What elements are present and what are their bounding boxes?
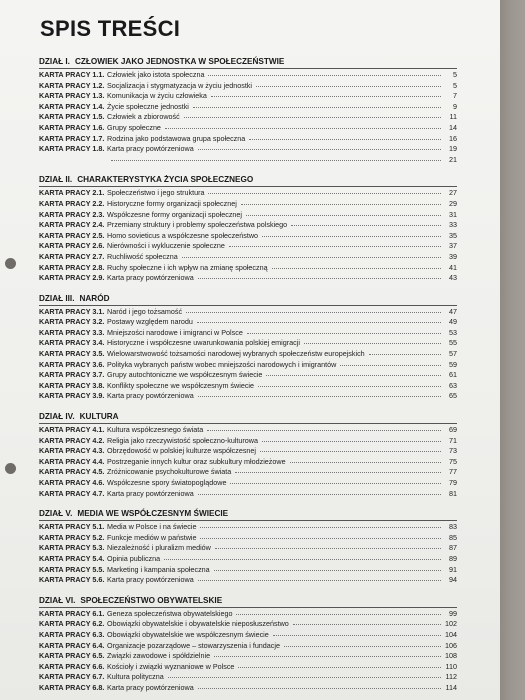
page-number: 65 xyxy=(449,391,457,401)
dot-leader xyxy=(369,348,441,355)
worksheet-title: Polityka wybranych państw wobec mniejszości narodowych i imigrantów xyxy=(107,359,337,369)
toc-section xyxy=(39,56,457,165)
worksheet-number: KARTA PRACY 6.6. xyxy=(39,661,105,671)
dot-leader xyxy=(290,456,441,463)
page-number: 110 xyxy=(445,661,457,671)
worksheet-number: KARTA PRACY 5.5. xyxy=(39,564,105,574)
toc-section xyxy=(39,174,457,283)
worksheet-number: KARTA PRACY 4.7. xyxy=(39,488,105,498)
worksheet-number: KARTA PRACY 1.1. xyxy=(39,70,105,79)
page-number: 61 xyxy=(449,370,457,380)
page-number: 94 xyxy=(449,575,457,585)
worksheet-title: Kultura współczesnego świata xyxy=(107,425,204,435)
worksheet-title: Konflikty społeczne we współczesnym świecie xyxy=(107,380,255,390)
dot-leader xyxy=(198,143,441,150)
worksheet-number: KARTA PRACY 2.1. xyxy=(39,188,105,198)
dot-leader xyxy=(215,542,441,549)
dot-leader xyxy=(247,327,441,334)
worksheet-title: Karta pracy powtórzeniowa xyxy=(107,391,194,401)
worksheet-number: KARTA PRACY 3.9. xyxy=(39,391,105,401)
worksheet-title: Człowiek jako istota społeczna xyxy=(107,70,205,79)
page-number: 41 xyxy=(449,262,457,272)
worksheet-title: Religia jako rzeczywistość społeczno-kulturowa xyxy=(107,435,258,445)
page-number: 5 xyxy=(453,70,457,79)
page-number: 29 xyxy=(449,198,457,208)
worksheet-number: KARTA PRACY 5.2. xyxy=(39,532,105,542)
worksheet-title: Współczesne formy organizacji społecznej xyxy=(107,209,243,219)
worksheet-number: KARTA PRACY 4.5. xyxy=(39,467,105,477)
worksheet-title: Organizacje pozarządowe – stowarzyszenia i fundacje xyxy=(107,640,280,650)
worksheet-title: Zróżnicowanie psychokulturowe świata xyxy=(107,467,232,477)
worksheet-title: Postrzeganie innych kultur oraz subkultury młodzieżowe xyxy=(107,456,286,466)
section-title: CZŁOWIEK JAKO JEDNOSTKA W SPOŁECZEŃSTWIE xyxy=(74,57,285,66)
dot-leader xyxy=(241,198,441,205)
dot-leader xyxy=(198,574,441,581)
section-number: DZIAŁ VI. xyxy=(39,595,76,605)
worksheet-title: Wielowarstwowość tożsamości narodowej wybranych społeczeństw europejskich xyxy=(107,349,365,359)
worksheet-number: KARTA PRACY 6.3. xyxy=(39,629,105,639)
dot-leader xyxy=(262,435,441,442)
page-number: 75 xyxy=(449,456,457,466)
worksheet-title: Nierówności i wykluczenie społeczne xyxy=(107,241,225,251)
worksheet-number: KARTA PRACY 2.6. xyxy=(39,241,105,251)
section-heading xyxy=(39,411,457,424)
page-number: 11 xyxy=(449,112,457,122)
worksheet-title: Człowiek a zbiorowość xyxy=(107,112,180,122)
section-number: DZIAŁ IV. xyxy=(39,412,75,422)
worksheet-number: KARTA PRACY 1.2. xyxy=(39,80,105,90)
section-heading xyxy=(39,56,457,69)
page-number: 9 xyxy=(453,101,457,111)
dot-leader xyxy=(165,122,441,129)
page-number: 99 xyxy=(449,608,457,618)
worksheet-title: Mniejszości narodowe i imigranci w Polsce xyxy=(107,327,243,337)
dot-leader xyxy=(184,111,441,118)
worksheet-title: Marketing i kampania społeczna xyxy=(107,564,210,574)
dot-leader xyxy=(200,532,441,539)
worksheet-number: KARTA PRACY 1.5. xyxy=(39,112,105,122)
page-number: 102 xyxy=(445,619,457,629)
worksheet-number: KARTA PRACY 5.1. xyxy=(39,522,105,532)
worksheet-title: Komunikacja w życiu człowieka xyxy=(107,91,207,101)
dot-leader xyxy=(304,337,441,344)
page-number: 39 xyxy=(449,251,457,261)
dot-leader xyxy=(198,390,441,397)
worksheet-number: KARTA PRACY 5.3. xyxy=(39,543,105,553)
section-number: DZIAŁ II. xyxy=(39,175,73,185)
worksheet-title: Grupy autochtoniczne we współczesnym świecie xyxy=(107,370,263,380)
worksheet-number: KARTA PRACY 2.3. xyxy=(39,209,105,219)
page-number: 14 xyxy=(449,122,457,132)
dot-leader xyxy=(198,272,441,279)
page-title: SPIS TREŚCI xyxy=(40,16,181,41)
worksheet-title: Historyczne formy organizacji społecznej xyxy=(107,198,237,208)
worksheet-title: Funkcje mediów w państwie xyxy=(107,532,197,542)
worksheet-title: Społeczeństwo i jego struktura xyxy=(107,188,205,198)
worksheet-number: KARTA PRACY 2.8. xyxy=(39,262,105,272)
dot-leader xyxy=(230,477,441,484)
section-title: MEDIA WE WSPÓŁCZESNYM ŚWIECIE xyxy=(77,509,229,519)
toc-section xyxy=(39,411,457,499)
dot-leader xyxy=(207,424,441,431)
page-number: 7 xyxy=(453,91,457,101)
page-number: 63 xyxy=(449,380,457,390)
page-number: 27 xyxy=(449,188,457,198)
worksheet-title: Geneza społeczeństwa obywatelskiego xyxy=(107,608,233,618)
toc-section xyxy=(39,595,457,694)
worksheet-title: Kościoły i związki wyznaniowe w Polsce xyxy=(107,661,235,671)
dot-leader xyxy=(284,640,441,647)
worksheet-title: Obrzędowość w polskiej kulturze współczesnej xyxy=(107,446,257,456)
worksheet-number: KARTA PRACY 6.1. xyxy=(39,608,105,618)
binder-hole xyxy=(5,258,16,269)
dot-leader xyxy=(258,380,441,387)
worksheet-title: Niezależność i pluralizm mediów xyxy=(107,543,211,553)
dot-leader xyxy=(214,564,441,571)
worksheet-number: KARTA PRACY 1.3. xyxy=(39,91,105,101)
worksheet-title: Socjalizacja i stygmatyzacja w życiu jednostki xyxy=(107,80,253,90)
dot-leader xyxy=(249,133,441,140)
section-heading xyxy=(39,508,457,521)
page-number: 114 xyxy=(445,682,457,692)
worksheet-number: KARTA PRACY 3.6. xyxy=(39,359,105,369)
page-number: 77 xyxy=(449,467,457,477)
dot-leader xyxy=(111,154,441,161)
worksheet-title: Homo sovieticus a współczesne społeczeństwo xyxy=(107,230,259,240)
dot-leader xyxy=(214,650,441,657)
background-surface xyxy=(500,0,525,700)
worksheet-number: KARTA PRACY 4.6. xyxy=(39,478,105,487)
worksheet-number: KARTA PRACY 4.4. xyxy=(39,456,105,466)
dot-leader xyxy=(266,369,441,376)
worksheet-title: Rodzina jako podstawowa grupa społeczna xyxy=(107,133,246,143)
page-number: 87 xyxy=(449,543,457,553)
page-number: 91 xyxy=(449,564,457,574)
dot-leader xyxy=(229,240,441,247)
page-number: 85 xyxy=(449,532,457,542)
worksheet-title: Naród i jego tożsamość xyxy=(107,306,183,316)
toc-row xyxy=(39,575,457,586)
worksheet-number: KARTA PRACY 1.6. xyxy=(39,122,105,132)
dot-leader xyxy=(291,219,441,226)
page-number: 104 xyxy=(445,629,457,639)
worksheet-title: Życie społeczne jednostki xyxy=(107,101,189,111)
worksheet-number: KARTA PRACY 4.3. xyxy=(39,446,105,456)
section-number: DZIAŁ I. xyxy=(39,57,70,66)
section-number: DZIAŁ III. xyxy=(39,293,75,303)
worksheet-title: Opinia publiczna xyxy=(107,553,161,563)
worksheet-title: Przemiany struktury i problemy społeczeństwa polskiego xyxy=(107,220,288,230)
dot-leader xyxy=(256,80,441,87)
dot-leader xyxy=(236,608,441,615)
toc-row xyxy=(39,155,457,166)
worksheet-title: Kultura polityczna xyxy=(107,672,164,682)
dot-leader xyxy=(293,618,441,625)
worksheet-number: KARTA PRACY 1.7. xyxy=(39,133,105,143)
worksheet-number: KARTA PRACY 3.2. xyxy=(39,317,105,327)
section-title: SPOŁECZEŃSTWO OBYWATELSKIE xyxy=(80,595,223,605)
page-number: 83 xyxy=(449,522,457,532)
page-number: 73 xyxy=(449,446,457,456)
worksheet-number: KARTA PRACY 6.7. xyxy=(39,672,105,682)
worksheet-number: KARTA PRACY 4.2. xyxy=(39,435,105,445)
worksheet-title: Obowiązki obywatelskie i obywatelskie nieposłuszeństwo xyxy=(107,619,289,629)
worksheet-title: Grupy społeczne xyxy=(107,122,161,132)
worksheet-number: KARTA PRACY 3.4. xyxy=(39,338,105,348)
page-number: 49 xyxy=(449,317,457,327)
dot-leader xyxy=(200,521,441,528)
page-number: 55 xyxy=(449,338,457,348)
worksheet-title: Karta pracy powtórzeniowa xyxy=(107,682,194,692)
section-heading xyxy=(39,595,457,608)
worksheet-title: Media w Polsce i na świecie xyxy=(107,522,197,532)
dot-leader xyxy=(272,262,441,269)
page-number: 35 xyxy=(449,230,457,240)
page-number: 81 xyxy=(449,488,457,498)
dot-leader xyxy=(164,553,441,560)
section-heading xyxy=(39,293,457,306)
dot-leader xyxy=(235,466,441,473)
dot-leader xyxy=(186,306,441,313)
worksheet-number: KARTA PRACY 3.8. xyxy=(39,380,105,390)
worksheet-title: Obowiązki obywatelskie we współczesnym świecie xyxy=(107,629,269,639)
toc-row xyxy=(39,273,457,284)
worksheet-title: Historyczne i współczesne uwarunkowania polskiej emigracji xyxy=(107,338,300,348)
worksheet-title: Karta pracy powtórzeniowa xyxy=(107,488,194,498)
worksheet-title: Związki zawodowe i spółdzielnie xyxy=(107,651,211,661)
dot-leader xyxy=(197,316,441,323)
worksheet-title: Karta pracy powtórzeniowa xyxy=(107,273,194,283)
page-number: 57 xyxy=(449,349,457,359)
dot-leader xyxy=(198,682,441,689)
toc-section xyxy=(39,508,457,586)
page-number: 33 xyxy=(449,220,457,230)
dot-leader xyxy=(193,101,441,108)
worksheet-number: KARTA PRACY 2.2. xyxy=(39,198,105,208)
worksheet-number: KARTA PRACY 2.7. xyxy=(39,251,105,261)
dot-leader xyxy=(182,251,441,258)
worksheet-title: Karta pracy powtórzeniowa xyxy=(107,144,194,154)
page-number: 106 xyxy=(445,640,457,650)
dot-leader xyxy=(211,90,441,97)
section-number: DZIAŁ V. xyxy=(39,509,73,519)
toc-row xyxy=(39,683,457,694)
worksheet-title: Postawy względem narodu xyxy=(107,317,193,327)
dot-leader xyxy=(340,359,441,366)
page-number: 37 xyxy=(449,241,457,251)
page-number: 53 xyxy=(449,327,457,337)
worksheet-title: Karta pracy powtórzeniowa xyxy=(107,575,194,585)
page-number: 69 xyxy=(449,425,457,435)
page-number: 43 xyxy=(449,273,457,283)
worksheet-number: KARTA PRACY 3.7. xyxy=(39,370,105,380)
dot-leader xyxy=(246,209,441,216)
toc-row xyxy=(39,391,457,402)
binder-hole xyxy=(5,463,16,474)
page-number: 31 xyxy=(449,209,457,219)
page-number: 19 xyxy=(449,144,457,154)
page-number: 112 xyxy=(445,672,457,682)
worksheet-title: Ruchliwość społeczna xyxy=(107,251,178,261)
worksheet-number: KARTA PRACY 6.8. xyxy=(39,682,105,692)
page-number: 59 xyxy=(449,359,457,369)
dot-leader xyxy=(260,445,441,452)
dot-leader xyxy=(198,488,441,495)
section-title: NARÓD xyxy=(79,293,110,303)
worksheet-number: KARTA PRACY 4.1. xyxy=(39,425,105,435)
toc-section xyxy=(39,293,457,402)
dot-leader xyxy=(208,187,441,194)
dot-leader xyxy=(168,671,441,678)
dot-leader xyxy=(238,661,441,668)
worksheet-number: KARTA PRACY 3.1. xyxy=(39,306,105,316)
dot-leader xyxy=(208,69,441,76)
worksheet-number: KARTA PRACY 1.8. xyxy=(39,144,105,154)
worksheet-number: KARTA PRACY 2.5. xyxy=(39,230,105,240)
page-number: 21 xyxy=(449,154,457,164)
toc-row xyxy=(39,489,457,500)
page-number: 5 xyxy=(453,80,457,90)
page-number: 47 xyxy=(449,306,457,316)
worksheet-number: KARTA PRACY 6.4. xyxy=(39,640,105,650)
page-number: 89 xyxy=(449,553,457,563)
worksheet-number: KARTA PRACY 3.3. xyxy=(39,327,105,337)
worksheet-title: Współczesne spory światopoglądowe xyxy=(107,478,227,487)
worksheet-number: KARTA PRACY 6.5. xyxy=(39,651,105,661)
worksheet-number: KARTA PRACY 2.9. xyxy=(39,273,105,283)
table-of-contents xyxy=(39,56,457,700)
page-number: 71 xyxy=(449,435,457,445)
worksheet-number: KARTA PRACY 3.5. xyxy=(39,349,105,359)
section-title: KULTURA xyxy=(79,412,119,422)
dot-leader xyxy=(273,629,441,636)
worksheet-title: Ruchy społeczne i ich wpływ na zmianę społeczną xyxy=(107,262,268,272)
worksheet-number: KARTA PRACY 2.4. xyxy=(39,220,105,230)
section-title: CHARAKTERYSTYKA ŻYCIA SPOŁECZNEGO xyxy=(77,175,254,185)
worksheet-number: KARTA PRACY 6.2. xyxy=(39,619,105,629)
worksheet-number: KARTA PRACY 5.4. xyxy=(39,553,105,563)
section-heading xyxy=(39,174,457,187)
worksheet-number: KARTA PRACY 5.6. xyxy=(39,575,105,585)
page-number: 79 xyxy=(449,478,457,487)
page-number: 16 xyxy=(449,133,457,143)
dot-leader xyxy=(262,230,441,237)
worksheet-number: KARTA PRACY 1.4. xyxy=(39,101,105,111)
page-number: 108 xyxy=(445,651,457,661)
